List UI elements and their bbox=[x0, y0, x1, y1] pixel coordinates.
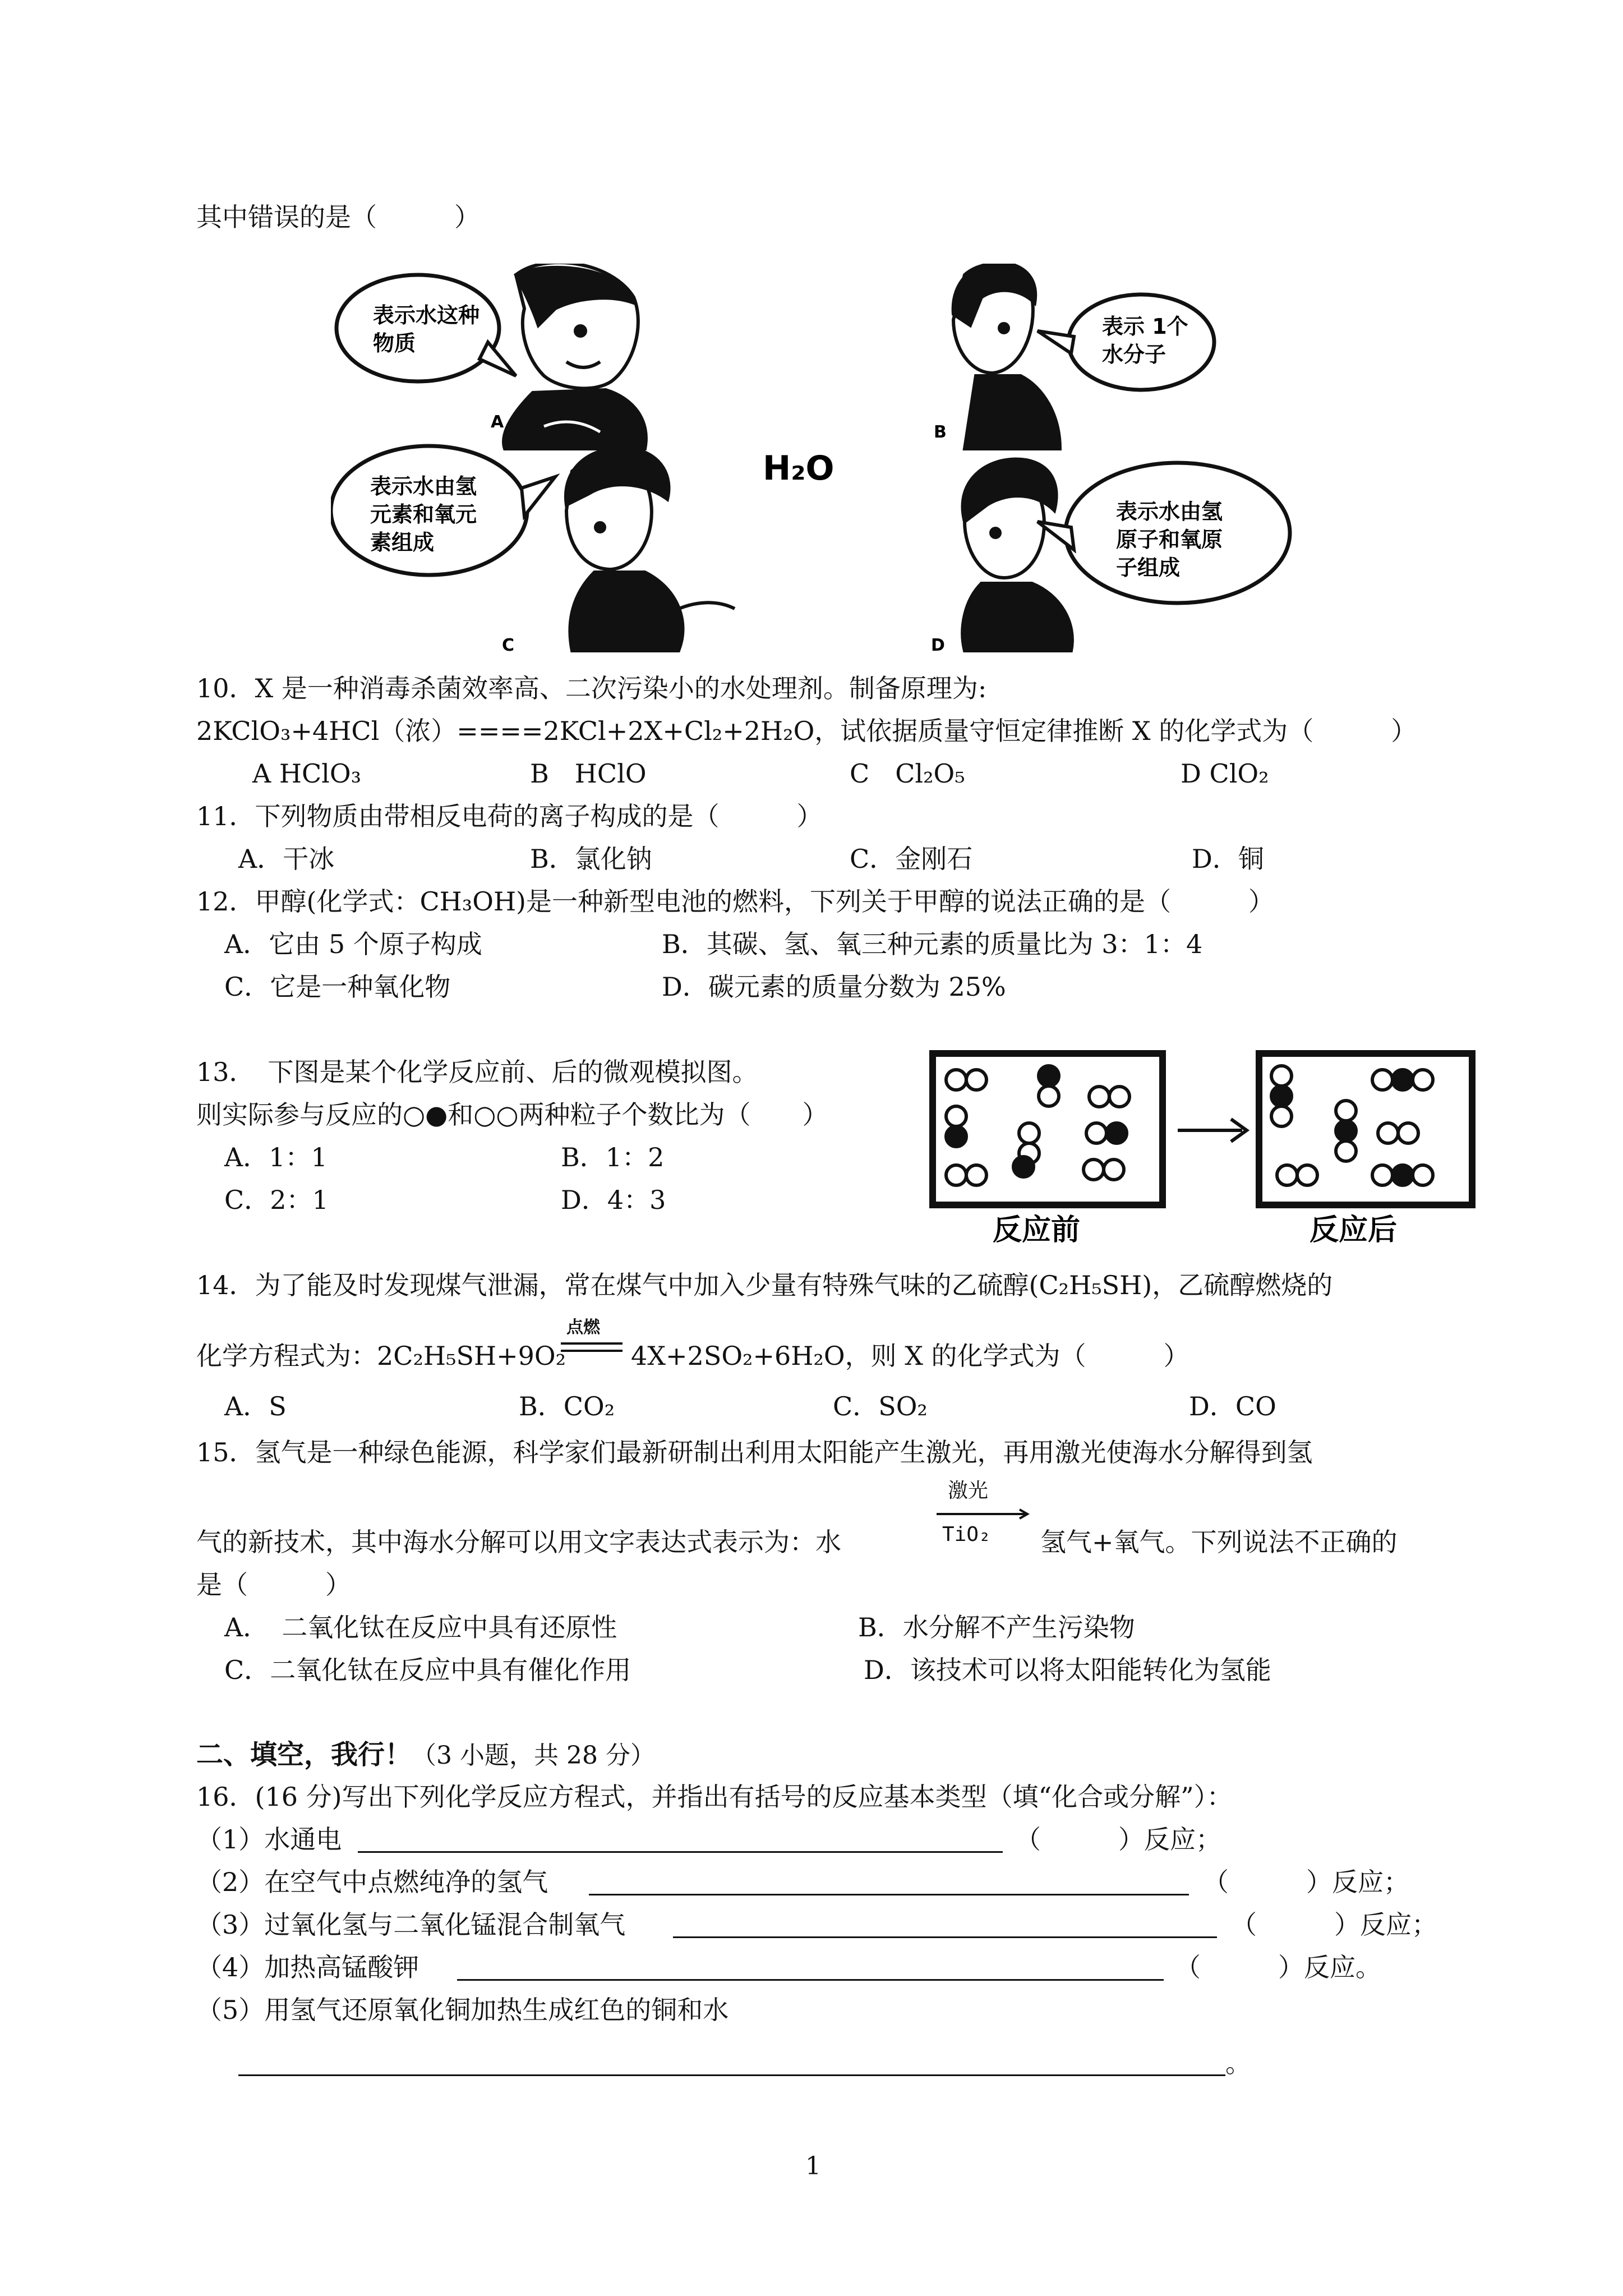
q16-item-3-answer-line[interactable] bbox=[673, 1936, 1217, 1938]
q15-line3: 是（ ） bbox=[196, 1570, 351, 1600]
q14-line2-a: 化学方程式为：2C₂H₅SH+9O₂ bbox=[196, 1341, 566, 1371]
q12-option-b: B．其碳、氢、氧三种元素的质量比为 3：1：4 bbox=[662, 929, 1203, 959]
q15-line2-a: 气的新技术，其中海水分解可以用文字表达式表示为：水 bbox=[196, 1527, 841, 1557]
q13-option-a: A．1：1 bbox=[224, 1142, 328, 1172]
label-c: C bbox=[502, 636, 515, 655]
q14-option-b: B．CO₂ bbox=[519, 1391, 615, 1421]
q11-stem: 11．下列物质由带相反电荷的离子构成的是（ ） bbox=[196, 801, 823, 831]
q15-condition-top: 激光 bbox=[948, 1479, 989, 1502]
bubble-d-line: 子组成 bbox=[1116, 555, 1181, 580]
girl-d-illustration bbox=[962, 459, 1072, 651]
q16-item-2-type: （ ）反应； bbox=[1203, 1867, 1409, 1897]
bubble-c-line: 表示水由氢 bbox=[370, 474, 477, 499]
q10-line1: 10．X 是一种消毒杀菌效率高、二次污染小的水处理剂。制备原理为: bbox=[196, 673, 987, 703]
q16-item-1-type: （ ）反应； bbox=[1015, 1824, 1221, 1855]
before-label: 反应前 bbox=[993, 1213, 1081, 1245]
after-label: 反应后 bbox=[1310, 1213, 1398, 1245]
speech-bubble-d bbox=[1038, 463, 1290, 603]
bubble-a-line: 物质 bbox=[373, 331, 416, 356]
speech-bubble-b bbox=[1038, 295, 1214, 390]
q12-option-a: A．它由 5 个原子构成 bbox=[224, 929, 482, 959]
boy-b-illustration bbox=[953, 264, 1060, 449]
q15-condition-bottom: TiO₂ bbox=[942, 1523, 991, 1546]
q16-item-4-answer-line[interactable] bbox=[457, 1979, 1164, 1981]
q15-option-a: A． 二氧化钛在反应中具有还原性 bbox=[224, 1612, 617, 1642]
q16-item-3-label: （3）过氧化氢与二氧化锰混合制氧气 bbox=[196, 1910, 626, 1940]
label-a: A bbox=[491, 412, 504, 432]
q10-option-d: D ClO₂ bbox=[1181, 758, 1269, 789]
q10-option-c: C Cl₂O₅ bbox=[850, 758, 965, 789]
q16-item-2-label: （2）在空气中点燃纯净的氢气 bbox=[196, 1867, 548, 1897]
bubble-b-line: 表示 1个 bbox=[1102, 314, 1188, 339]
bubble-d-line: 表示水由氢 bbox=[1116, 499, 1223, 524]
q13-option-c: C．2：1 bbox=[224, 1185, 329, 1215]
section-2-note: （3 小题，共 28 分） bbox=[412, 1741, 655, 1770]
q15-option-c: C．二氧化钛在反应中具有催化作用 bbox=[224, 1655, 631, 1685]
q14-option-a: A．S bbox=[224, 1391, 287, 1421]
q16-item-2-answer-line[interactable] bbox=[589, 1894, 1189, 1895]
q13-line2: 则实际参与反应的○●和○○两种粒子个数比为（ ） bbox=[196, 1099, 828, 1130]
q16-item-5-end: 。 bbox=[1225, 2048, 1251, 2078]
reaction-micro-model-figure bbox=[928, 1049, 1478, 1245]
q9-cartoon-figure bbox=[331, 264, 1324, 656]
q15-option-b: B．水分解不产生污染物 bbox=[858, 1612, 1135, 1642]
q13-option-b: B．1：2 bbox=[561, 1142, 665, 1172]
q11-option-b: B．氯化钠 bbox=[530, 844, 652, 874]
q15-line2-b: 氢气+氧气。下列说法不正确的 bbox=[1040, 1527, 1398, 1557]
q15-arrow bbox=[937, 1508, 1032, 1520]
q15-line1: 15．氢气是一种绿色能源，科学家们最新研制出利用太阳能产生激光，再用激光使海水分解得到氢 bbox=[196, 1437, 1313, 1467]
label-d: D bbox=[931, 636, 945, 655]
girl-c-illustration bbox=[566, 448, 735, 651]
q14-option-c: C．SO₂ bbox=[833, 1391, 928, 1421]
speech-bubble-a bbox=[336, 275, 516, 381]
q11-option-d: D．铜 bbox=[1192, 844, 1264, 874]
q16-item-3-type: （ ）反应； bbox=[1231, 1910, 1437, 1940]
q16-stem: 16．(16 分)写出下列化学反应方程式，并指出有括号的反应基本类型（填“化合或分解”）： bbox=[196, 1782, 1233, 1812]
q14-line2-b: 4X+2SO₂+6H₂O，则 X 的化学式为（ ） bbox=[631, 1341, 1189, 1371]
boy-a-illustration bbox=[504, 264, 646, 449]
bubble-c-line: 元素和氧元 bbox=[370, 502, 477, 527]
page-number: 1 bbox=[805, 2152, 821, 2180]
q16-item-1-answer-line[interactable] bbox=[358, 1851, 1003, 1853]
q11-option-c: C．金刚石 bbox=[850, 844, 973, 874]
q14-option-d: D．CO bbox=[1189, 1391, 1276, 1421]
q13-option-d: D．4：3 bbox=[561, 1185, 666, 1215]
bubble-d-line: 原子和氧原 bbox=[1116, 527, 1223, 552]
speech-bubble-c bbox=[331, 446, 555, 575]
q16-item-5-label: （5）用氢气还原氧化铜加热生成红色的铜和水 bbox=[196, 1995, 729, 2025]
q14-condition: 点燃 bbox=[566, 1318, 600, 1337]
h2o-formula: H₂O bbox=[763, 449, 834, 488]
section-2-title: 二、填空，我行！ bbox=[196, 1739, 412, 1770]
bubble-a-line: 表示水这种 bbox=[373, 303, 480, 328]
q15-option-d: D．该技术可以将太阳能转化为氢能 bbox=[864, 1655, 1271, 1685]
q10-option-a: A HClO₃ bbox=[252, 758, 362, 789]
q10-line2: 2KClO₃+4HCl（浓）====2KCl+2X+Cl₂+2H₂O，试依据质量守恒定律推断 X 的化学式为（ ） bbox=[196, 716, 1417, 746]
label-b: B bbox=[934, 422, 947, 442]
q12-option-d: D．碳元素的质量分数为 25% bbox=[662, 972, 1006, 1002]
q16-item-1-label: （1）水通电 bbox=[196, 1824, 342, 1855]
section-2-heading bbox=[196, 1741, 655, 1768]
q12-option-c: C．它是一种氧化物 bbox=[224, 972, 451, 1002]
bubble-c-line: 素组成 bbox=[370, 530, 435, 555]
q12-stem: 12．甲醇(化学式：CH₃OH)是一种新型电池的燃料，下列关于甲醇的说法正确的是（ ） bbox=[196, 886, 1275, 917]
q11-option-a: A．干冰 bbox=[238, 844, 335, 874]
q14-line1: 14．为了能及时发现煤气泄漏，常在煤气中加入少量有特殊气味的乙硫醇(C₂H₅SH)，乙硫醇燃烧的 bbox=[196, 1270, 1333, 1300]
q10-option-b: B HClO bbox=[530, 758, 647, 789]
q14-equals-sign bbox=[561, 1341, 623, 1354]
q9-prompt: 其中错误的是（ ） bbox=[196, 202, 480, 232]
bubble-b-line: 水分子 bbox=[1102, 342, 1166, 367]
q13-line1: 13． 下图是某个化学反应前、后的微观模拟图。 bbox=[196, 1057, 758, 1087]
q16-item-4-type: （ ）反应。 bbox=[1175, 1952, 1381, 1982]
q16-item-5-answer-line[interactable] bbox=[238, 2074, 1225, 2076]
q16-item-4-label: （4）加热高锰酸钾 bbox=[196, 1952, 419, 1982]
